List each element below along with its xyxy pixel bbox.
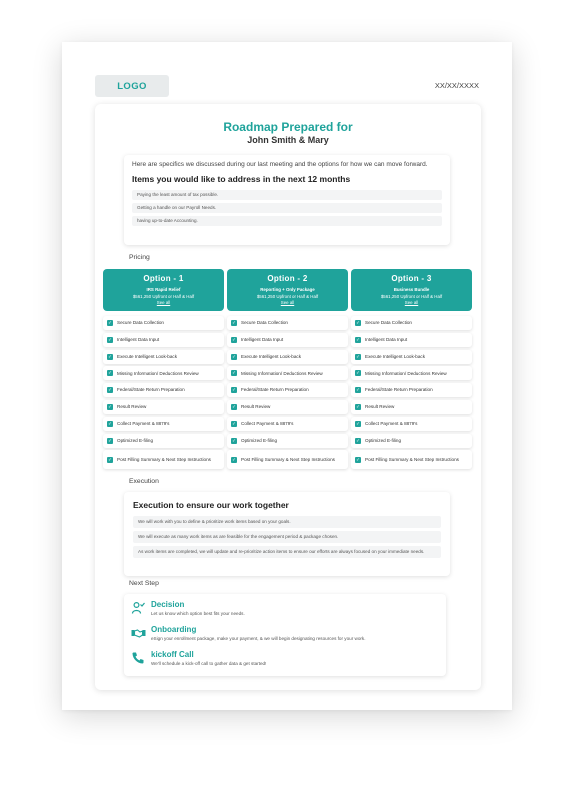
feature-row — [227, 350, 348, 364]
see-all-link[interactable]: See all — [404, 300, 419, 305]
checkbox-icon: ✓ — [108, 404, 112, 409]
intro-text: Here are specifics we discussed during our last meeting and the options for how we can move forward. — [132, 161, 428, 168]
execution-item: We will work with you to define & prioritize work items based on your goals. — [133, 516, 441, 528]
checkbox-icon: ✓ — [232, 437, 236, 443]
feature-label: Intelligent Data Input — [241, 337, 284, 343]
checkbox-icon: ✓ — [108, 320, 112, 325]
checkbox-icon: ✓ — [232, 336, 236, 342]
checkbox-icon: ✓ — [108, 353, 112, 359]
step-title: Onboarding — [151, 625, 197, 634]
goal-item: having up-to-date Accounting. — [132, 216, 442, 226]
option-title: Option - 1 — [143, 274, 184, 283]
feature-row — [227, 450, 348, 469]
option-name: Reporting + Only Package — [260, 287, 315, 292]
step-decision — [130, 598, 440, 622]
checkbox-icon: ✓ — [108, 456, 112, 462]
document-page — [62, 42, 512, 710]
date-placeholder: XX/XX/XXXX — [434, 81, 479, 90]
feature-label: Execute Intelligent Look-back — [117, 353, 178, 359]
checkbox-icon: ✓ — [108, 387, 112, 393]
feature-label: Secure Data Collection — [241, 320, 288, 326]
feature-label: Missing Information/ Deductions Review — [117, 370, 199, 376]
feature-label: Missing Information/ Deductions Review — [241, 370, 323, 376]
feature-row — [227, 417, 348, 431]
feature-row — [103, 383, 224, 397]
checkbox-icon: ✓ — [108, 420, 112, 426]
feature-label: Intelligent Data Input — [365, 337, 408, 343]
phone-icon — [130, 650, 146, 666]
feature-label: Secure Data Collection — [365, 320, 412, 326]
checkbox-icon: ✓ — [232, 387, 236, 393]
step-kickoff — [130, 648, 440, 672]
checkbox-icon: ✓ — [356, 404, 360, 409]
feature-label: Post Filling Summary & Next Step Instructions — [117, 457, 211, 463]
next-step-label: Next Step — [129, 580, 159, 587]
feature-label: Federal/State Return Preparation — [365, 387, 433, 393]
checkbox-icon: ✓ — [356, 437, 360, 443]
checkbox-icon: ✓ — [232, 456, 236, 462]
feature-row — [227, 383, 348, 397]
option-3-card[interactable] — [351, 269, 472, 311]
feature-row — [103, 417, 224, 431]
see-all-link[interactable]: See all — [280, 300, 295, 305]
checkbox-icon: ✓ — [356, 387, 360, 393]
feature-row — [351, 350, 472, 364]
step-title: Decision — [151, 600, 185, 609]
step-onboarding — [130, 623, 440, 647]
feature-label: Collect Payment & 8879's — [365, 421, 418, 427]
feature-row — [351, 366, 472, 380]
feature-label: Post Filling Summary & Next Step Instructions — [241, 457, 335, 463]
next-step-box — [124, 594, 446, 676]
option-price: $561,250 Upfront or Half & Half — [132, 293, 195, 299]
feature-row — [227, 316, 348, 330]
see-all-link[interactable]: See all — [156, 300, 171, 305]
feature-label: Federal/State Return Preparation — [117, 387, 185, 393]
feature-row — [103, 333, 224, 347]
feature-row — [103, 400, 224, 414]
step-desc: Let us know which option best fits your needs. — [151, 610, 245, 616]
feature-label: Result Review — [241, 404, 271, 410]
roadmap-title: Roadmap Prepared for — [223, 120, 353, 134]
feature-label: Result Review — [117, 404, 147, 410]
feature-label: Optimized E-filing — [117, 437, 153, 443]
feature-label: Optimized E-filing — [365, 437, 401, 443]
decision-icon — [130, 600, 146, 616]
option-price: $561,250 Upfront or Half & Half — [256, 293, 319, 299]
goals-heading: Items you would like to address in the next 12 months — [132, 174, 351, 184]
step-title: kickoff Call — [151, 650, 194, 659]
checkbox-icon: ✓ — [108, 370, 112, 376]
feature-label: Collect Payment & 8879's — [241, 421, 294, 427]
feature-label: Secure Data Collection — [117, 320, 164, 326]
execution-item: We will execute as many work items as are feasible for the engagement period & package chosen. — [133, 531, 441, 543]
feature-label: Intelligent Data Input — [117, 337, 160, 343]
feature-row — [103, 450, 224, 469]
feature-label: Federal/State Return Preparation — [241, 387, 309, 393]
logo-placeholder: LOGO — [95, 75, 169, 97]
checkbox-icon: ✓ — [108, 336, 112, 342]
feature-row — [351, 417, 472, 431]
handshake-icon — [130, 625, 146, 641]
checkbox-icon: ✓ — [356, 320, 360, 325]
checkbox-icon: ✓ — [232, 320, 236, 325]
feature-row — [351, 450, 472, 469]
feature-row — [227, 434, 348, 448]
execution-box — [124, 492, 450, 576]
option-price: $561,250 Upfront or Half & Half — [380, 293, 443, 299]
checkbox-icon: ✓ — [356, 353, 360, 359]
option-name: Business Bundle — [393, 287, 430, 292]
feature-label: Execute Intelligent Look-back — [241, 353, 302, 359]
roadmap-card — [95, 104, 481, 690]
option-1-card[interactable] — [103, 269, 224, 311]
feature-row — [227, 366, 348, 380]
checkbox-icon: ✓ — [232, 370, 236, 376]
execution-item: As work items are completed, we will update and re-prioritize action items to ensure our efforts are always focused on your immediate needs. — [133, 546, 441, 558]
feature-row — [103, 434, 224, 448]
feature-row — [351, 383, 472, 397]
client-name: John Smith & Mary — [247, 135, 329, 145]
checkbox-icon: ✓ — [108, 437, 112, 443]
checkbox-icon: ✓ — [356, 370, 360, 376]
checkbox-icon: ✓ — [232, 420, 236, 426]
option-name: IRS Rapid Relief — [146, 287, 181, 292]
feature-label: Execute Intelligent Look-back — [365, 353, 426, 359]
feature-row — [351, 316, 472, 330]
checkbox-icon: ✓ — [232, 353, 236, 359]
feature-row — [351, 333, 472, 347]
feature-row — [103, 316, 224, 330]
goal-item: Getting a handle on our Payroll Needs. — [132, 203, 442, 213]
feature-label: Collect Payment & 8879's — [117, 421, 170, 427]
checkbox-icon: ✓ — [356, 456, 360, 462]
pricing-label: Pricing — [129, 254, 150, 261]
execution-label: Execution — [129, 478, 159, 485]
execution-heading: Execution to ensure our work together — [133, 500, 289, 510]
feature-label: Optimized E-filing — [241, 437, 277, 443]
feature-row — [103, 350, 224, 364]
feature-row — [227, 400, 348, 414]
feature-row — [227, 333, 348, 347]
feature-row — [351, 434, 472, 448]
feature-label: Result Review — [365, 404, 395, 410]
option-title: Option - 2 — [267, 274, 308, 283]
checkbox-icon: ✓ — [356, 336, 360, 342]
feature-label: Missing Information/ Deductions Review — [365, 370, 447, 376]
feature-row — [103, 366, 224, 380]
goals-box — [124, 155, 450, 245]
goal-item: Paying the least amount of tax possible. — [132, 190, 442, 200]
checkbox-icon: ✓ — [356, 420, 360, 426]
option-title: Option - 3 — [391, 274, 432, 283]
feature-row — [351, 400, 472, 414]
step-desc: We'll schedule a kick-off call to gather data & get started! — [151, 660, 267, 666]
checkbox-icon: ✓ — [232, 404, 236, 409]
feature-label: Post Filling Summary & Next Step Instructions — [365, 457, 459, 463]
option-2-card[interactable] — [227, 269, 348, 311]
step-desc: eSign your enrollment package, make your payment, & we will begin designating resources for your work. — [151, 635, 366, 641]
